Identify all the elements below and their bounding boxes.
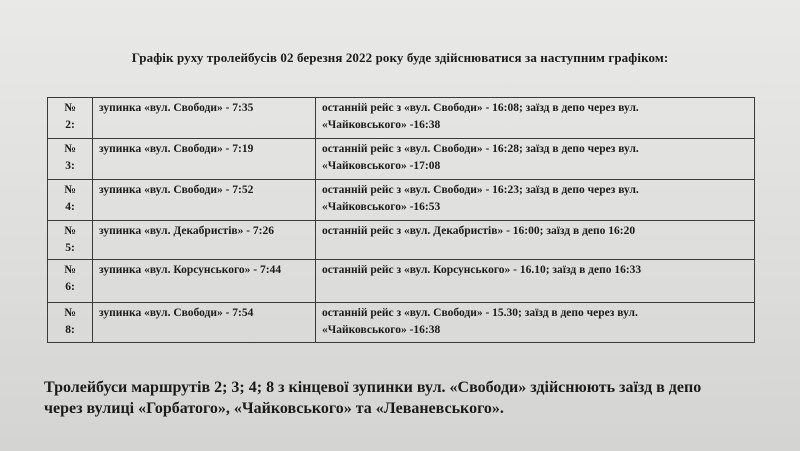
page-title: Графік руху тролейбусів 02 березня 2022 року буде здійснюватися за наступним графіком:	[131, 50, 669, 65]
last-trip-line-2: «Чайковського» -17:08	[322, 160, 441, 172]
last-trip-line-1: останній рейс з «вул. Корсунського» - 16.10; заїзд в депо 16:33	[322, 264, 642, 276]
last-trip-line-1: останній рейс з «вул. Свободи» - 16:23; заїзд в депо через вул.	[322, 184, 639, 196]
route-number-symbol: №	[64, 307, 76, 319]
route-number: 8:	[65, 324, 75, 336]
route-number-cell	[48, 221, 93, 260]
table-row	[48, 180, 755, 221]
table-row	[48, 139, 755, 180]
last-trip-cell	[316, 180, 755, 221]
footer-line-1: Тролейбуси маршрутів 2; 3; 4; 8 з кінцевої зупинки вул. «Свободи» здійснюють заїзд в депо	[44, 379, 702, 396]
last-trip-line-1: останній рейс з «вул. Свободи» - 16:08; заїзд в депо через вул.	[322, 102, 639, 114]
route-number-symbol: №	[64, 184, 76, 196]
route-number-cell	[48, 303, 93, 343]
route-number-cell	[48, 98, 93, 139]
last-trip-line-2: «Чайковського» -16:38	[322, 324, 441, 336]
first-stop-cell: зупинка «вул. Свободи» - 7:54	[93, 303, 316, 343]
route-number-symbol: №	[64, 102, 76, 114]
footer-note	[44, 377, 764, 419]
route-number: 6:	[65, 281, 75, 293]
route-number: 4:	[65, 201, 75, 213]
first-stop-cell: зупинка «вул. Свободи» - 7:52	[93, 180, 316, 221]
last-trip-cell	[316, 221, 755, 260]
footer-line-2: через вулиці «Горбатого», «Чайковського» та «Леваневського».	[44, 400, 504, 417]
first-stop-cell: зупинка «вул. Декабристів» - 7:26	[93, 221, 316, 260]
table-row	[48, 221, 755, 260]
table-row	[48, 303, 755, 343]
table-row	[48, 260, 755, 303]
last-trip-cell	[316, 303, 755, 343]
table-row	[48, 98, 755, 139]
first-stop-cell: зупинка «вул. Свободи» - 7:35	[93, 98, 316, 139]
last-trip-line-1: останній рейс з «вул. Декабристів» - 16:00; заїзд в депо 16:20	[322, 225, 636, 237]
last-trip-line-1: останній рейс з «вул. Свободи» - 15.30; заїзд в депо через вул.	[322, 307, 638, 319]
route-number-symbol: №	[64, 143, 76, 155]
route-number-cell	[48, 180, 93, 221]
last-trip-cell	[316, 139, 755, 180]
last-trip-line-2: «Чайковського» -16:53	[322, 201, 441, 213]
route-number-cell	[48, 139, 93, 180]
last-trip-cell	[316, 260, 755, 303]
first-stop-cell: зупинка «вул. Корсунського» - 7:44	[93, 260, 316, 303]
schedule-table	[47, 97, 755, 343]
route-number-symbol: №	[64, 225, 76, 237]
last-trip-line-1: останній рейс з «вул. Свободи» - 16:28; заїзд в депо через вул.	[322, 143, 639, 155]
route-number: 5:	[65, 242, 75, 254]
route-number-symbol: №	[64, 264, 76, 276]
route-number: 2:	[65, 119, 75, 131]
last-trip-cell	[316, 98, 755, 139]
first-stop-cell: зупинка «вул. Свободи» - 7:19	[93, 139, 316, 180]
route-number-cell	[48, 260, 93, 303]
last-trip-line-2: «Чайковського» -16:38	[322, 119, 441, 131]
route-number: 3:	[65, 160, 75, 172]
